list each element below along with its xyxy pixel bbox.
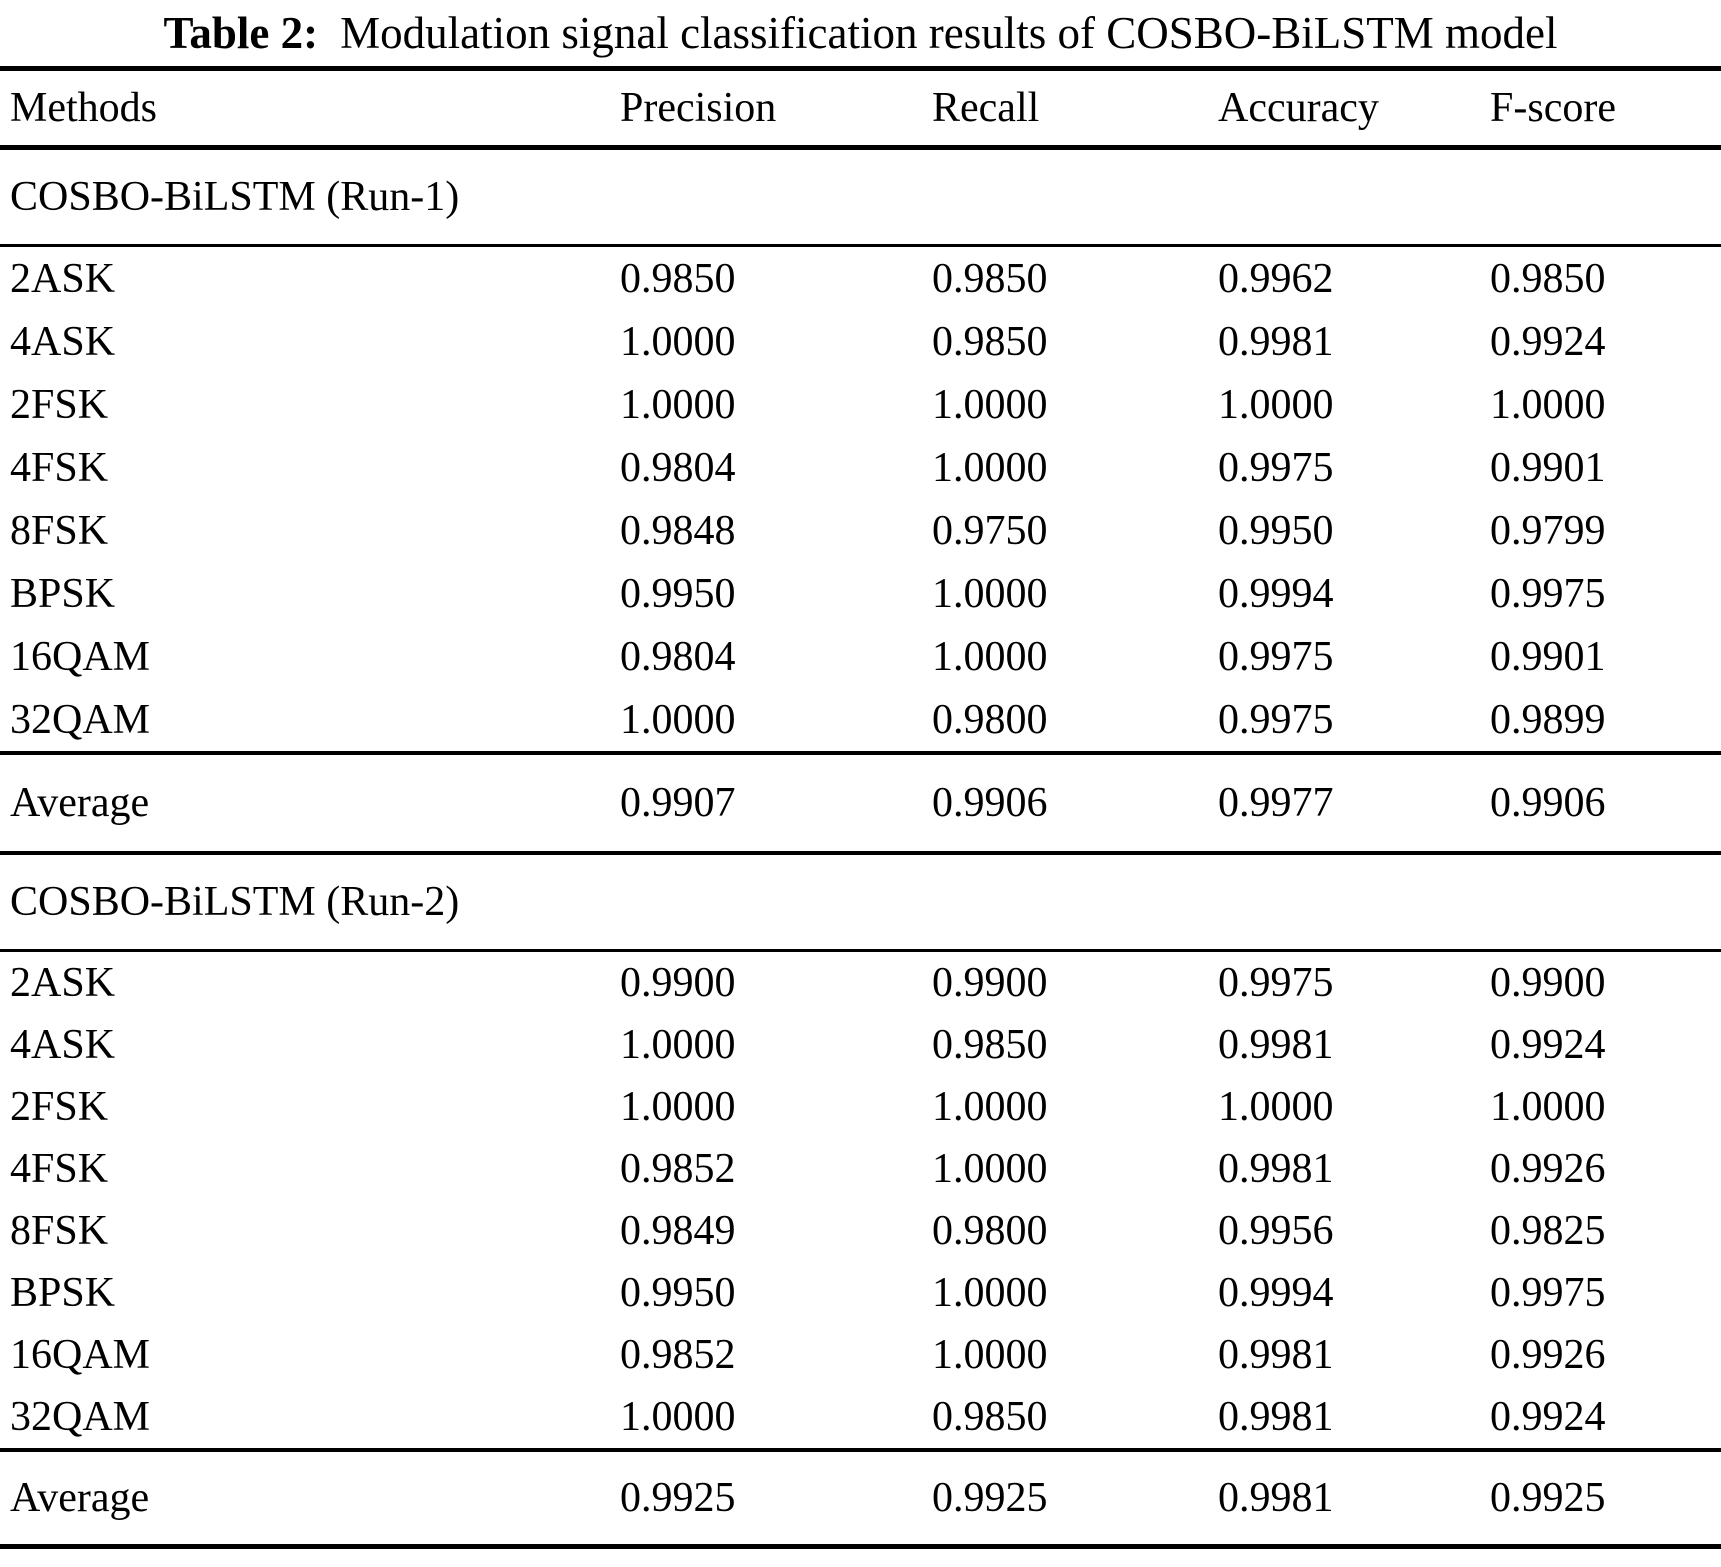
- table-row: [0, 1324, 1721, 1386]
- section-header-label: COSBO-BiLSTM (Run-2): [10, 879, 460, 925]
- fscore-cell: 0.9906: [1490, 780, 1606, 826]
- recall-cell: 0.9906: [932, 780, 1048, 826]
- precision-cell: 1.0000: [620, 1022, 736, 1068]
- fscore-cell: 0.9899: [1490, 696, 1606, 743]
- average-row-run2: [0, 1452, 1721, 1544]
- table-row: [0, 373, 1721, 436]
- precision-cell: 0.9900: [620, 960, 736, 1006]
- precision-cell: 0.9852: [620, 1332, 736, 1378]
- method-cell: 2ASK: [10, 255, 116, 302]
- recall-cell: 0.9925: [932, 1475, 1048, 1521]
- precision-cell: 0.9907: [620, 780, 736, 826]
- table-row: [0, 1386, 1721, 1448]
- fscore-cell: 0.9975: [1490, 1270, 1606, 1316]
- column-header-recall: Recall: [932, 85, 1040, 131]
- recall-cell: 1.0000: [932, 570, 1048, 617]
- precision-cell: 0.9852: [620, 1146, 736, 1192]
- average-row-run1: [0, 755, 1721, 851]
- recall-cell: 1.0000: [932, 1332, 1048, 1378]
- table-row: [0, 1138, 1721, 1200]
- method-cell: 8FSK: [10, 1208, 109, 1254]
- recall-cell: 1.0000: [932, 1146, 1048, 1192]
- method-cell: 16QAM: [10, 1332, 151, 1378]
- method-cell: 4ASK: [10, 1022, 116, 1068]
- accuracy-cell: 0.9994: [1218, 1270, 1334, 1316]
- accuracy-cell: 0.9975: [1218, 960, 1334, 1006]
- accuracy-cell: 0.9975: [1218, 696, 1334, 743]
- section-header-run1: [0, 150, 1721, 244]
- column-header-fscore: F-score: [1490, 85, 1616, 131]
- recall-cell: 0.9800: [932, 1208, 1048, 1254]
- accuracy-cell: 1.0000: [1218, 1084, 1334, 1130]
- accuracy-cell: 0.9977: [1218, 780, 1334, 826]
- precision-cell: 1.0000: [620, 318, 736, 365]
- method-cell: 4FSK: [10, 444, 109, 491]
- recall-cell: 0.9900: [932, 960, 1048, 1006]
- table-row: [0, 1014, 1721, 1076]
- column-header-accuracy: Accuracy: [1218, 85, 1379, 131]
- table-row: [0, 1262, 1721, 1324]
- recall-cell: 1.0000: [932, 381, 1048, 428]
- table-caption: [0, 0, 1721, 66]
- fscore-cell: 0.9850: [1490, 255, 1606, 302]
- method-cell: 2FSK: [10, 381, 109, 428]
- bottom-rule: [0, 1544, 1721, 1549]
- method-cell: 8FSK: [10, 507, 109, 554]
- recall-cell: 1.0000: [932, 1270, 1048, 1316]
- section-header-run2: [0, 855, 1721, 949]
- precision-cell: 1.0000: [620, 1084, 736, 1130]
- precision-cell: 0.9950: [620, 570, 736, 617]
- accuracy-cell: 1.0000: [1218, 381, 1334, 428]
- table-row: [0, 499, 1721, 562]
- fscore-cell: 0.9924: [1490, 1394, 1606, 1440]
- method-cell: BPSK: [10, 1270, 116, 1316]
- method-cell: Average: [10, 780, 150, 826]
- accuracy-cell: 0.9975: [1218, 633, 1334, 680]
- table-row: [0, 1200, 1721, 1262]
- table-row: [0, 436, 1721, 499]
- accuracy-cell: 0.9981: [1218, 1022, 1334, 1068]
- method-cell: 32QAM: [10, 1394, 151, 1440]
- recall-cell: 1.0000: [932, 1084, 1048, 1130]
- recall-cell: 0.9850: [932, 318, 1048, 365]
- table-row: [0, 688, 1721, 751]
- method-cell: 32QAM: [10, 696, 151, 743]
- method-cell: 4FSK: [10, 1146, 109, 1192]
- accuracy-cell: 0.9981: [1218, 1146, 1334, 1192]
- accuracy-cell: 0.9981: [1218, 318, 1334, 365]
- fscore-cell: 0.9925: [1490, 1475, 1606, 1521]
- table-row: [0, 247, 1721, 310]
- recall-cell: 0.9850: [932, 1394, 1048, 1440]
- column-header-row: [0, 71, 1721, 145]
- precision-cell: 0.9925: [620, 1475, 736, 1521]
- accuracy-cell: 0.9994: [1218, 570, 1334, 617]
- table-row: [0, 562, 1721, 625]
- recall-cell: 0.9750: [932, 507, 1048, 554]
- method-cell: 2ASK: [10, 960, 116, 1006]
- fscore-cell: 0.9799: [1490, 507, 1606, 554]
- precision-cell: 0.9850: [620, 255, 736, 302]
- fscore-cell: 0.9901: [1490, 444, 1606, 491]
- fscore-cell: 0.9926: [1490, 1332, 1606, 1378]
- fscore-cell: 0.9900: [1490, 960, 1606, 1006]
- table-caption-text: Modulation signal classification results of COSBO-BiLSTM model: [340, 8, 1558, 58]
- fscore-cell: 1.0000: [1490, 1084, 1606, 1130]
- fscore-cell: 0.9975: [1490, 570, 1606, 617]
- table-row: [0, 1076, 1721, 1138]
- method-cell: 16QAM: [10, 633, 151, 680]
- column-header-precision: Precision: [620, 85, 777, 131]
- table-row: [0, 952, 1721, 1014]
- accuracy-cell: 0.9950: [1218, 507, 1334, 554]
- table-row: [0, 310, 1721, 373]
- accuracy-cell: 0.9981: [1218, 1332, 1334, 1378]
- accuracy-cell: 0.9956: [1218, 1208, 1334, 1254]
- accuracy-cell: 0.9962: [1218, 255, 1334, 302]
- fscore-cell: 0.9926: [1490, 1146, 1606, 1192]
- method-cell: 4ASK: [10, 318, 116, 365]
- precision-cell: 0.9950: [620, 1270, 736, 1316]
- fscore-cell: 0.9924: [1490, 1022, 1606, 1068]
- precision-cell: 0.9804: [620, 444, 736, 491]
- accuracy-cell: 0.9981: [1218, 1475, 1334, 1521]
- recall-cell: 0.9850: [932, 1022, 1048, 1068]
- recall-cell: 0.9850: [932, 255, 1048, 302]
- method-cell: BPSK: [10, 570, 116, 617]
- section-header-label: COSBO-BiLSTM (Run-1): [10, 174, 460, 220]
- recall-cell: 1.0000: [932, 444, 1048, 491]
- fscore-cell: 0.9901: [1490, 633, 1606, 680]
- recall-cell: 0.9800: [932, 696, 1048, 743]
- fscore-cell: 1.0000: [1490, 381, 1606, 428]
- table-row: [0, 625, 1721, 688]
- fscore-cell: 0.9825: [1490, 1208, 1606, 1254]
- method-cell: Average: [10, 1475, 150, 1521]
- precision-cell: 0.9804: [620, 633, 736, 680]
- precision-cell: 0.9849: [620, 1208, 736, 1254]
- precision-cell: 1.0000: [620, 696, 736, 743]
- precision-cell: 1.0000: [620, 1394, 736, 1440]
- column-header-methods: Methods: [10, 85, 157, 131]
- fscore-cell: 0.9924: [1490, 318, 1606, 365]
- recall-cell: 1.0000: [932, 633, 1048, 680]
- method-cell: 2FSK: [10, 1084, 109, 1130]
- accuracy-cell: 0.9981: [1218, 1394, 1334, 1440]
- accuracy-cell: 0.9975: [1218, 444, 1334, 491]
- precision-cell: 1.0000: [620, 381, 736, 428]
- table-caption-label: Table 2:: [163, 8, 319, 58]
- precision-cell: 0.9848: [620, 507, 736, 554]
